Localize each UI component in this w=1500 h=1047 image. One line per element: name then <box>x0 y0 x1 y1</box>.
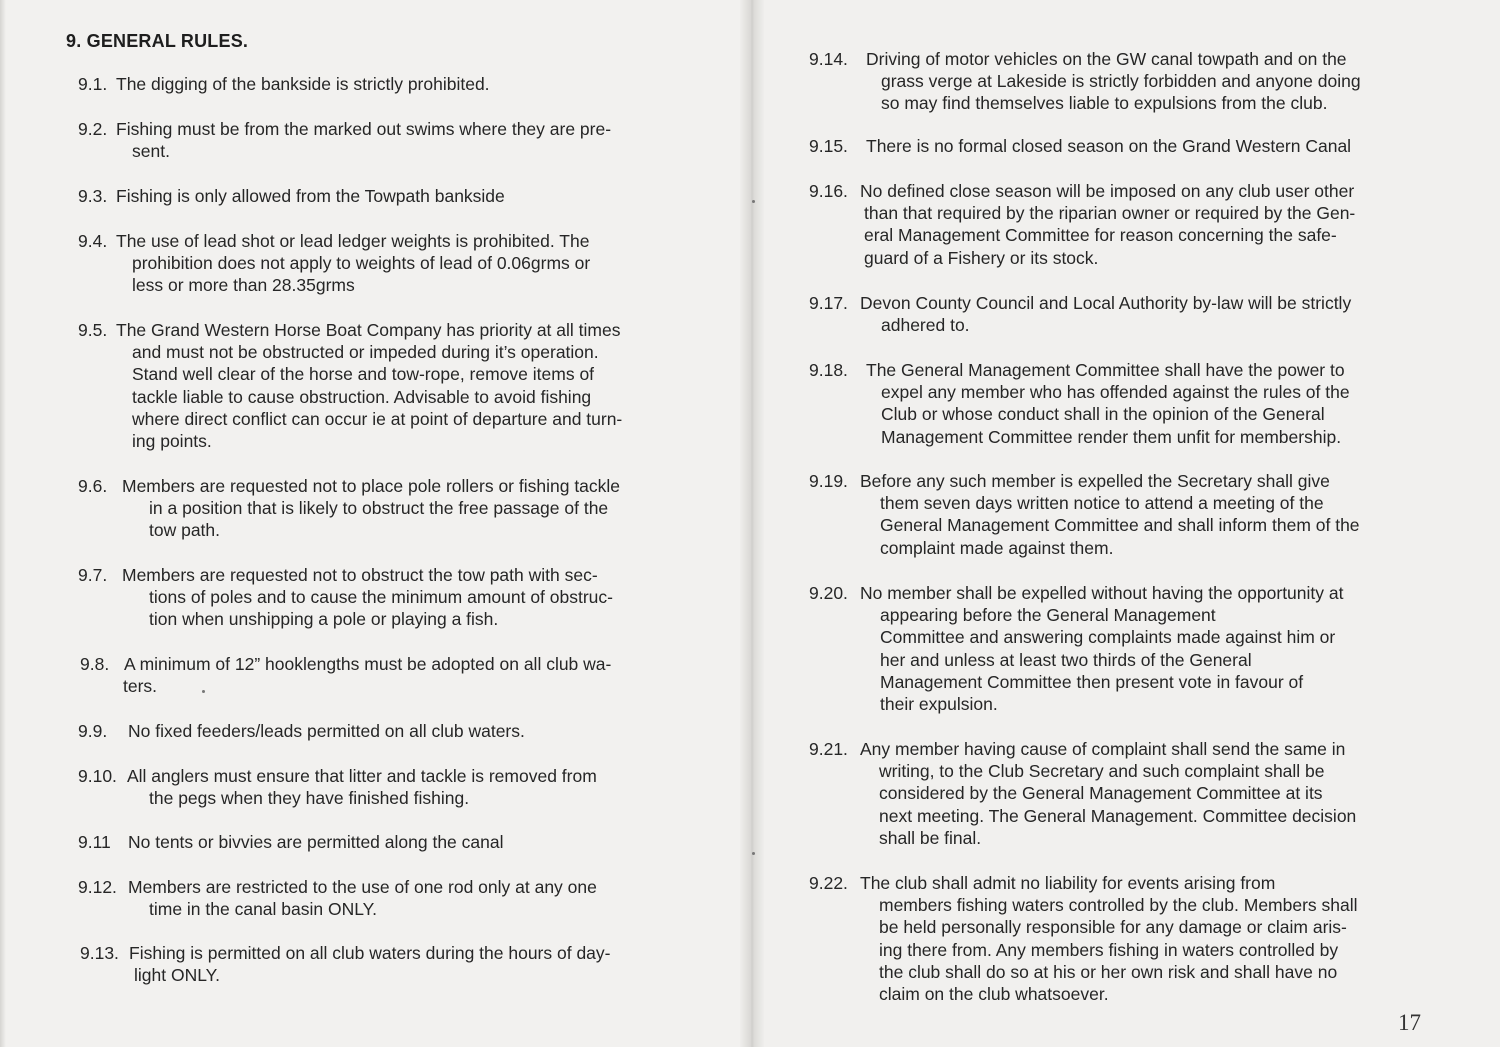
rule-number: 9.3. <box>78 186 108 206</box>
rule-continuation-line: ing there from. Any members fishing in waters controlled by <box>879 939 1339 960</box>
rule-continuation-line: writing, to the Club Secretary and such complaint shall be <box>879 761 1325 782</box>
rule-item <box>80 942 611 986</box>
rule-text: Members are requested not to place pole rollers or fishing tackle <box>122 476 621 496</box>
rule-item <box>78 185 505 207</box>
rule-text: Driving of motor vehicles on the GW canal towpath and on the <box>866 49 1347 69</box>
rule-item <box>80 653 612 697</box>
rule-continuation-line: guard of a Fishery or its stock. <box>864 247 1099 268</box>
section-title: 9. GENERAL RULES. <box>66 31 249 51</box>
rule-first-line <box>80 942 611 964</box>
rule-continuation-line: less or more than 28.35grms <box>132 275 355 296</box>
rule-first-line <box>78 765 597 787</box>
rule-continuation-line: time in the canal basin ONLY. <box>149 899 377 920</box>
rule-first-line <box>809 582 1344 604</box>
rule-item <box>78 73 490 95</box>
rule-number: 9.18. <box>809 360 848 380</box>
rule-text: A minimum of 12” hooklengths must be adopted on all club wa- <box>124 654 612 674</box>
rule-first-line <box>809 872 1358 894</box>
rule-text: No tents or bivvies are permitted along the canal <box>128 832 504 852</box>
rule-item <box>809 135 1352 157</box>
rule-continuation-line: General Management Committee and shall inform them of the <box>880 515 1360 536</box>
rule-number: 9.2. <box>78 119 108 139</box>
rule-first-line <box>78 185 505 207</box>
rule-number: 9.14. <box>809 49 848 69</box>
rule-first-line <box>78 73 490 95</box>
rule-item <box>809 738 1356 849</box>
rule-continuation-line: Stand well clear of the horse and tow-rope, remove items of <box>132 364 595 385</box>
rule-text: The Grand Western Horse Boat Company has priority at all times <box>116 320 621 340</box>
rule-text: No fixed feeders/leads permitted on all club waters. <box>128 721 525 741</box>
rule-number: 9.13. <box>80 943 119 963</box>
rule-number: 9.16. <box>809 181 848 201</box>
rule-continuation-line: claim on the club whatsoever. <box>879 984 1109 1005</box>
rule-number: 9.11 <box>78 832 111 852</box>
rule-number: 9.17. <box>809 293 848 313</box>
rule-text: No member shall be expelled without having the opportunity at <box>860 583 1344 603</box>
rule-text: All anglers must ensure that litter and tackle is removed from <box>127 766 597 786</box>
binding-gutter <box>740 0 764 1047</box>
rule-number: 9.22. <box>809 873 848 893</box>
rule-continuation-line: ing points. <box>132 431 212 452</box>
rule-number: 9.5. <box>78 320 108 340</box>
rule-continuation-line: their expulsion. <box>880 694 998 715</box>
rule-continuation-line: than that required by the riparian owner or required by the Gen- <box>864 203 1356 224</box>
rule-number: 9.8. <box>80 654 110 674</box>
rule-number: 9.12. <box>78 877 117 897</box>
rule-continuation-line: appearing before the General Management <box>880 605 1216 626</box>
rule-continuation-line: next meeting. The General Management. Committee decision <box>879 805 1357 826</box>
rule-number: 9.4. <box>78 231 108 251</box>
rule-continuation-line: light ONLY. <box>134 965 220 986</box>
rule-text: Fishing is only allowed from the Towpath bankside <box>116 186 505 206</box>
staple-mark <box>752 852 755 855</box>
rule-continuation-line: in a position that is likely to obstruct the free passage of the <box>149 498 609 519</box>
rule-continuation-line: eral Management Committee for reason concerning the safe- <box>864 225 1337 246</box>
rule-continuation-line: her and unless at least two thirds of the General <box>880 649 1252 670</box>
rule-item <box>809 872 1358 1005</box>
page-edge <box>0 0 6 1047</box>
staple-mark <box>752 200 755 203</box>
rule-first-line <box>78 319 622 341</box>
rule-first-line <box>809 135 1352 157</box>
rule-number: 9.21. <box>809 739 848 759</box>
rule-text: Fishing is permitted on all club waters during the hours of day- <box>129 943 611 963</box>
rule-first-line <box>809 359 1350 381</box>
rule-number: 9.9. <box>78 721 108 741</box>
rule-first-line <box>78 564 613 586</box>
rule-first-line <box>809 292 1352 314</box>
rule-item <box>809 292 1352 336</box>
page-number: 17 <box>1398 1010 1421 1035</box>
rule-continuation-line: the club shall do so at his or her own risk and shall have no <box>879 961 1338 982</box>
rule-continuation-line: tion when unshipping a pole or playing a fish. <box>149 609 499 630</box>
rule-item <box>78 564 613 631</box>
rule-continuation-line: members fishing waters controlled by the club. Members shall <box>879 895 1358 916</box>
rule-continuation-line: them seven days written notice to attend a meeting of the <box>880 493 1324 514</box>
rule-continuation-line: so may find themselves liable to expulsions from the club. <box>881 93 1328 114</box>
rule-text: Members are requested not to obstruct the tow path with sec- <box>122 565 598 585</box>
rule-item <box>78 319 622 452</box>
rule-text: Members are restricted to the use of one rod only at any one <box>128 877 597 897</box>
rule-continuation-line: grass verge at Lakeside is strictly forbidden and anyone doing <box>881 71 1361 92</box>
rule-item <box>809 48 1361 115</box>
rule-first-line <box>78 876 597 898</box>
rule-continuation-line: expel any member who has offended against the rules of the <box>881 382 1350 403</box>
rule-first-line <box>809 48 1361 70</box>
rule-first-line <box>809 738 1356 760</box>
rule-item <box>809 359 1350 448</box>
rule-item <box>78 118 612 162</box>
rule-text: The club shall admit no liability for events arising from <box>860 873 1276 893</box>
rule-continuation-line: complaint made against them. <box>880 537 1114 558</box>
rule-item <box>78 230 590 297</box>
rule-first-line <box>80 653 612 675</box>
rule-continuation-line: considered by the General Management Committee at its <box>879 783 1323 804</box>
rule-continuation-line: shall be final. <box>879 827 982 848</box>
rule-first-line <box>78 118 612 140</box>
rule-item <box>78 831 504 853</box>
rule-continuation-line: ters. <box>123 676 158 697</box>
rule-text: Any member having cause of complaint shall send the same in <box>860 739 1346 759</box>
rule-text: Devon County Council and Local Authority by-law will be strictly <box>860 293 1352 313</box>
rule-number: 9.1. <box>78 74 108 94</box>
rule-first-line <box>78 475 621 497</box>
rule-continuation-line: Club or whose conduct shall in the opinion of the General <box>881 404 1325 425</box>
rule-text: No defined close season will be imposed on any club user other <box>860 181 1355 201</box>
rule-number: 9.20. <box>809 583 848 603</box>
rule-first-line <box>78 720 525 742</box>
rule-text: The General Management Committee shall have the power to <box>866 360 1345 380</box>
rule-continuation-line: where direct conflict can occur ie at point of departure and turn- <box>132 408 623 429</box>
paper-speck <box>202 690 205 693</box>
rule-continuation-line: adhered to. <box>881 315 970 336</box>
rule-continuation-line: Committee and answering complaints made against him or <box>880 627 1336 648</box>
rule-first-line <box>809 180 1355 202</box>
rule-continuation-line: tackle liable to cause obstruction. Advisable to avoid fishing <box>132 386 592 407</box>
rule-continuation-line: and must not be obstructed or impeded during it’s operation. <box>132 342 599 363</box>
rule-continuation-line: Management Committee then present vote in favour of <box>880 671 1304 692</box>
rule-continuation-line: the pegs when they have finished fishing. <box>149 788 470 809</box>
rule-number: 9.15. <box>809 136 848 156</box>
rule-continuation-line: tow path. <box>149 520 221 541</box>
rule-first-line <box>78 230 590 252</box>
rule-item <box>78 720 525 742</box>
rule-continuation-line: be held personally responsible for any damage or claim aris- <box>879 917 1347 938</box>
rule-first-line <box>78 831 504 853</box>
rule-continuation-line: prohibition does not apply to weights of lead of 0.06grms or <box>132 253 591 274</box>
rule-text: Before any such member is expelled the Secretary shall give <box>860 471 1330 491</box>
rule-item <box>809 470 1360 559</box>
rule-number: 9.19. <box>809 471 848 491</box>
rule-item <box>78 475 621 542</box>
rule-item <box>809 582 1344 715</box>
rule-number: 9.7. <box>78 565 108 585</box>
rule-item <box>78 765 597 809</box>
rule-continuation-line: tions of poles and to cause the minimum amount of obstruc- <box>149 587 613 608</box>
rule-text: Fishing must be from the marked out swims where they are pre- <box>116 119 612 139</box>
rule-number: 9.10. <box>78 766 117 786</box>
rule-item <box>78 876 597 920</box>
rule-continuation-line: Management Committee render them unfit for membership. <box>881 426 1342 447</box>
rule-item <box>809 180 1355 269</box>
rule-text: The digging of the bankside is strictly prohibited. <box>116 74 490 94</box>
rule-first-line <box>809 470 1360 492</box>
rule-continuation-line: sent. <box>132 141 170 162</box>
rule-text: There is no formal closed season on the Grand Western Canal <box>866 136 1352 156</box>
rule-text: The use of lead shot or lead ledger weights is prohibited. The <box>116 231 590 251</box>
rule-number: 9.6. <box>78 476 108 496</box>
